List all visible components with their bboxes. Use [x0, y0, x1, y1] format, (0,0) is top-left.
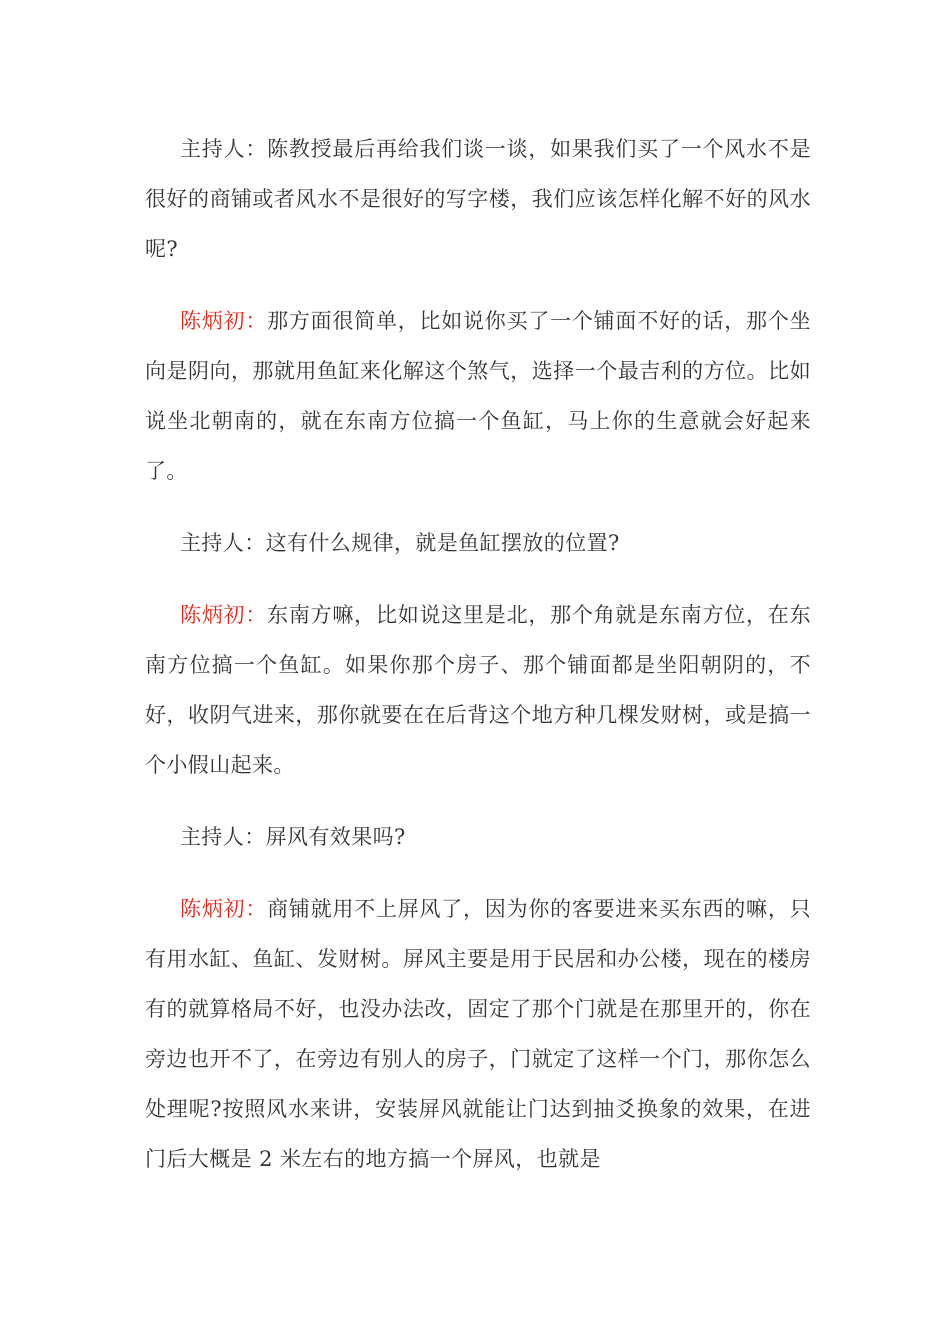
paragraph-text: 那方面很简单，比如说你买了一个铺面不好的话，那个坐向是阴向，那就用鱼缸来化解这个煞气，选择一个最吉利的方位。比如说坐北朝南的，就在东南方位搞一个鱼缸，马上你的生意就会好起来了。: [145, 309, 811, 483]
paragraph-host-question-3: [145, 812, 811, 862]
paragraph-host-question-2: [145, 518, 811, 568]
paragraph-text: 商铺就用不上屏风了，因为你的客要进来买东西的嘛，只有用水缸、鱼缸、发财树。屏风主要是用于民居和办公楼，现在的楼房有的就算格局不好，也没办法改，固定了那个门就是在那里开的，你在旁边也开不了，在旁边有别人的房子，门就定了这样一个门，那你怎么处理呢?按照风水来讲，安装屏风就能让门达到抽爻换象的效果，在进门后大概是 2 米左右的地方搞一个屏风，也就是: [145, 897, 811, 1171]
speaker-label-host: 主持人：: [180, 825, 266, 849]
paragraph-guest-answer-1: [145, 296, 811, 496]
paragraph-guest-answer-3: [145, 884, 811, 1184]
paragraph-text: 东南方嘛，比如说这里是北，那个角就是东南方位，在东南方位搞一个鱼缸。如果你那个房子、那个铺面都是坐阳朝阴的，不好，收阴气进来，那你就要在在后背这个地方种几棵发财树，或是搞一个小假山起来。: [145, 603, 811, 777]
speaker-label-guest: 陈炳初：: [180, 603, 268, 627]
speaker-label-host: 主持人：: [180, 531, 266, 555]
paragraph-guest-answer-2: [145, 590, 811, 790]
paragraph-text: 这有什么规律，就是鱼缸摆放的位置?: [265, 531, 620, 555]
paragraph-text: 屏风有效果吗?: [265, 825, 406, 849]
speaker-label-guest: 陈炳初：: [180, 897, 268, 921]
speaker-label-guest: 陈炳初：: [180, 309, 268, 333]
speaker-label-host: 主持人：: [180, 137, 268, 161]
paragraph-host-question-1: [145, 124, 811, 274]
paragraph-text: 陈教授最后再给我们谈一谈，如果我们买了一个风水不是很好的商铺或者风水不是很好的写字楼，我们应该怎样化解不好的风水呢?: [145, 137, 811, 261]
document-page: [145, 124, 811, 1206]
